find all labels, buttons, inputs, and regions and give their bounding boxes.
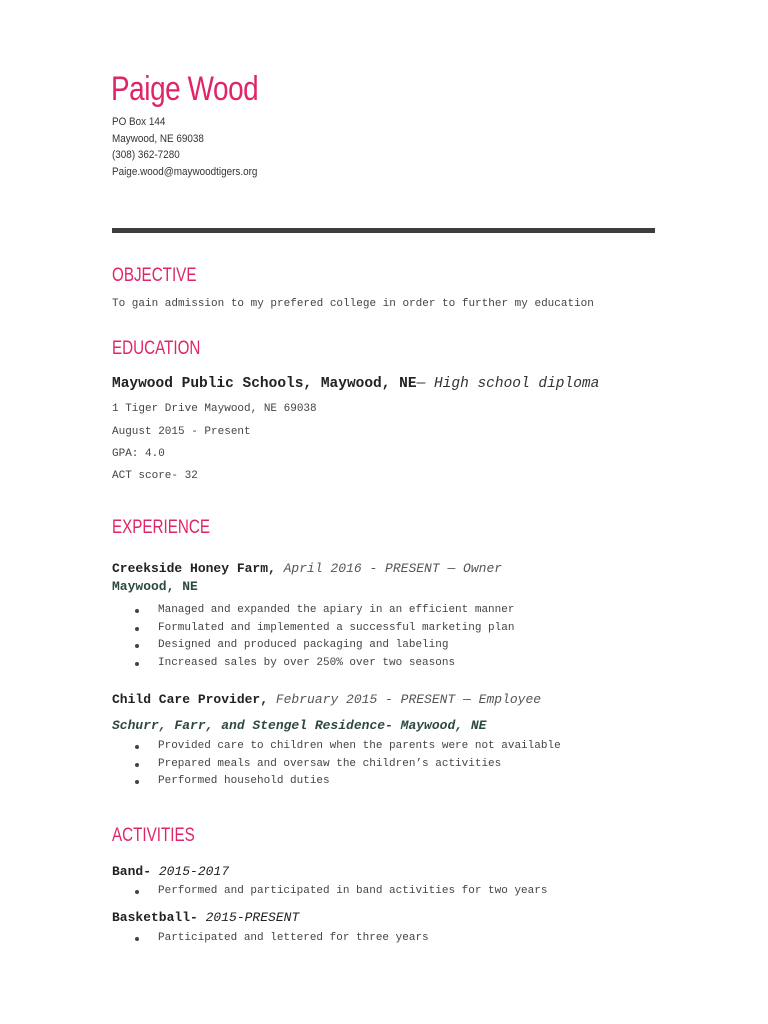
- degree: — High school diploma: [416, 376, 600, 392]
- education-line: August 2015 - Present: [112, 426, 251, 438]
- activity-entry: [112, 910, 299, 925]
- list-item: Formulated and implemented a successful marketing plan: [112, 620, 514, 638]
- education-heading: EDUCATION: [112, 338, 201, 359]
- email-address: Paige.wood@maywoodtigers.org: [112, 165, 258, 178]
- list-item: Participated and lettered for three years: [112, 930, 429, 948]
- activity-name: Basketball-: [112, 910, 198, 925]
- job-location: Maywood, NE: [112, 579, 198, 594]
- school-name: Maywood Public Schools, Maywood, NE: [112, 376, 417, 392]
- list-item: Managed and expanded the apiary in an efficient manner: [112, 602, 514, 620]
- list-item: Prepared meals and oversaw the children’s activities: [112, 756, 561, 774]
- job-location: Schurr, Farr, and Stengel Residence- Maywood, NE: [112, 718, 487, 733]
- experience-heading: EXPERIENCE: [112, 517, 210, 538]
- objective-heading: OBJECTIVE: [112, 265, 197, 286]
- candidate-name: Paige Wood: [111, 70, 259, 108]
- activities-heading: ACTIVITIES: [112, 825, 195, 846]
- list-item: Designed and produced packaging and labeling: [112, 637, 514, 655]
- job-bullets: [112, 602, 514, 672]
- education-line: ACT score- 32: [112, 470, 198, 482]
- education-line: GPA: 4.0: [112, 448, 165, 460]
- activity-bullets: [112, 883, 547, 901]
- address-line-1: PO Box 144: [112, 116, 166, 128]
- list-item: Provided care to children when the parents were not available: [112, 738, 561, 756]
- activity-bullets: [112, 930, 429, 948]
- job-role: April 2016 - PRESENT — Owner: [275, 561, 503, 576]
- address-line-2: Maywood, NE 69038: [112, 132, 204, 145]
- education-line: 1 Tiger Drive Maywood, NE 69038: [112, 403, 317, 415]
- job-entry: [112, 692, 541, 707]
- education-entry: [112, 376, 599, 392]
- activity-entry: [112, 864, 229, 879]
- job-entry: [112, 561, 502, 576]
- header-divider: [112, 228, 655, 233]
- list-item: Performed household duties: [112, 773, 561, 791]
- contact-info: [112, 114, 257, 180]
- phone-number: (308) 362-7280: [112, 149, 180, 161]
- activity-name: Band-: [112, 864, 152, 879]
- job-bullets: [112, 738, 561, 791]
- objective-text: To gain admission to my prefered college in order to further my education: [112, 298, 594, 310]
- list-item: Performed and participated in band activities for two years: [112, 883, 547, 901]
- job-org: Creekside Honey Farm,: [112, 561, 276, 576]
- activity-dates: 2015-2017: [151, 864, 230, 879]
- job-org: Child Care Provider,: [112, 692, 269, 707]
- list-item: Increased sales by over 250% over two seasons: [112, 655, 514, 673]
- activity-dates: 2015-PRESENT: [197, 910, 300, 925]
- job-role: February 2015 - PRESENT — Employee: [268, 692, 542, 707]
